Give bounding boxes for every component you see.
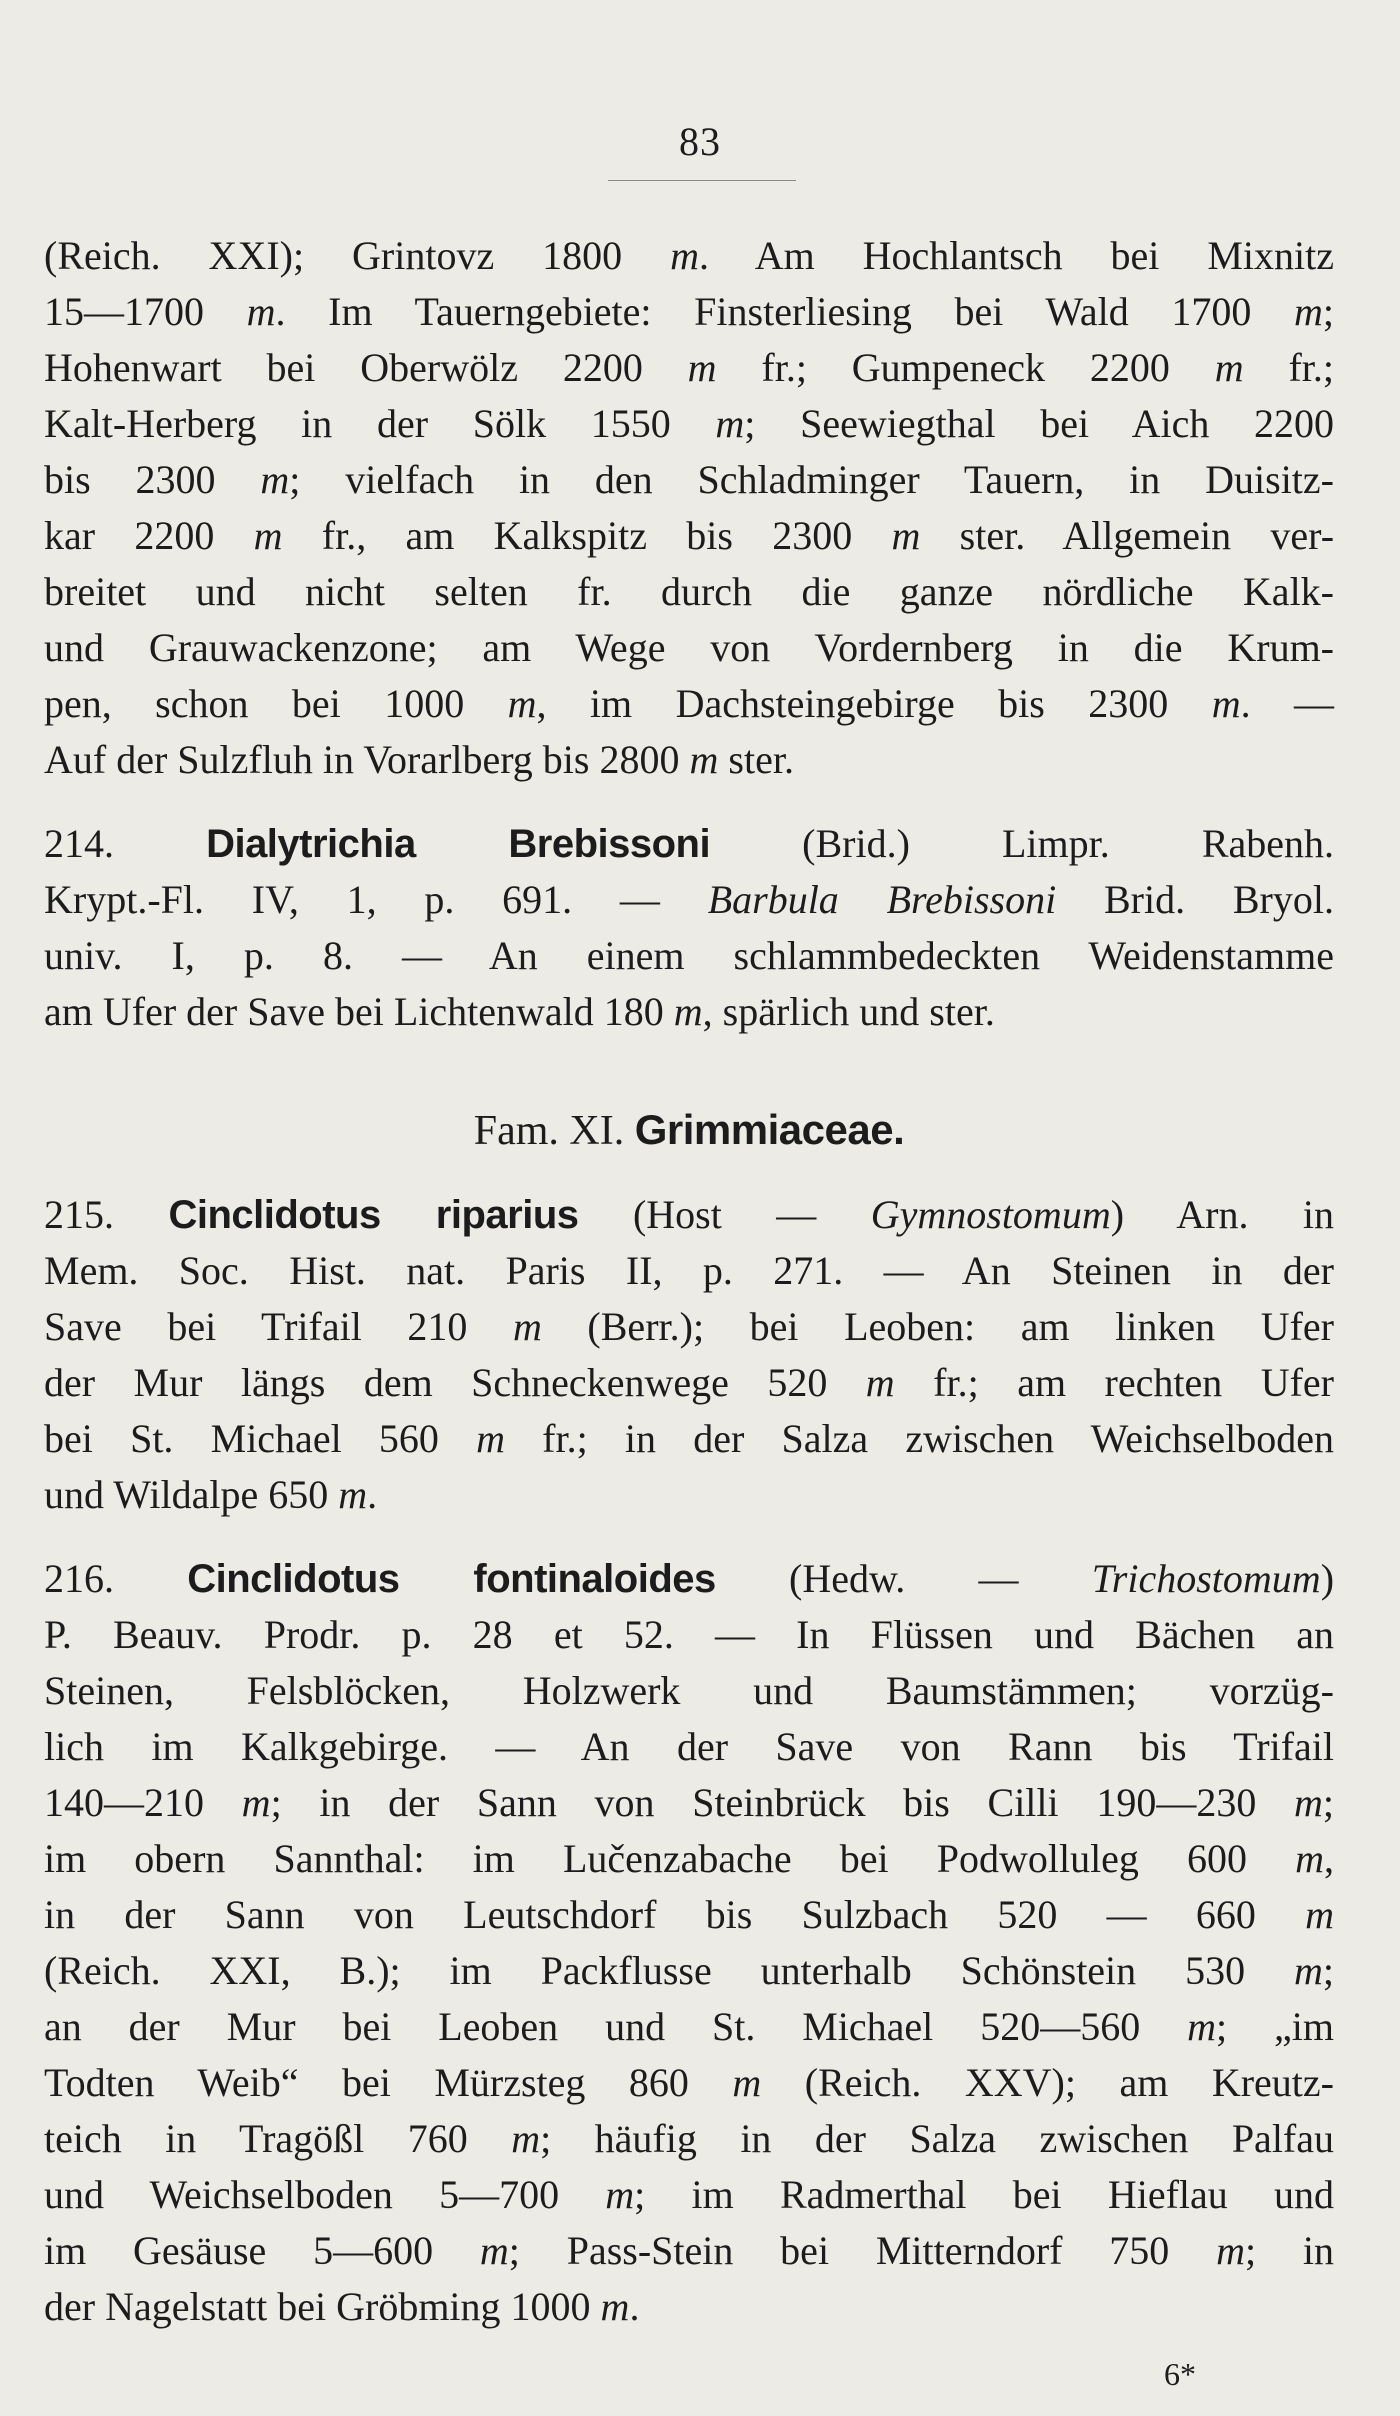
text-line: 214. Dialytrichia Brebissoni (Brid.) Limpr. Rabenh. bbox=[44, 821, 1335, 866]
italic-run: m bbox=[246, 289, 276, 334]
body-text bbox=[44, 228, 1334, 2335]
species-name: Cinclidotus fontinaloides bbox=[187, 1557, 716, 1601]
paragraph-continuation bbox=[44, 228, 1334, 788]
text-line: univ. I, p. 8. — An einem schlammbedeckten Weidenstamme bbox=[44, 933, 1334, 978]
text-line: Kalt-Herberg in der Sölk 1550 m; Seewiegthal bei Aich 2200 bbox=[44, 401, 1334, 446]
text-line: teich in Tragößl 760 m; häufig in der Salza zwischen Palfau bbox=[44, 2116, 1335, 2161]
italic-run: m bbox=[891, 513, 921, 558]
text-line: in der Sann von Leutschdorf bis Sulzbach 520 — 660 m bbox=[44, 1892, 1334, 1937]
text-line: pen, schon bei 1000 m, im Dachsteingebirge bis 2300 m. — bbox=[44, 681, 1334, 726]
italic-run: Gymnostomum bbox=[870, 1192, 1111, 1237]
text-line: der Nagelstatt bei Gröbming 1000 m. bbox=[44, 2284, 640, 2329]
text-line: kar 2200 m fr., am Kalkspitz bis 2300 m ster. Allgemein ver- bbox=[44, 513, 1335, 558]
signature-mark: 6* bbox=[1164, 2356, 1196, 2392]
text-line: bei St. Michael 560 m fr.; in der Salza zwischen Weichselboden bbox=[44, 1416, 1335, 1461]
text-line: 216. Cinclidotus fontinaloides (Hedw. — Trichostomum) bbox=[44, 1556, 1335, 1601]
family-name: Grimmiaceae. bbox=[634, 1106, 905, 1153]
family-heading bbox=[44, 1102, 1334, 1159]
italic-run: m bbox=[689, 737, 719, 782]
italic-run: m bbox=[1295, 1836, 1324, 1881]
italic-run: m bbox=[865, 1360, 895, 1405]
italic-run: m bbox=[241, 1780, 271, 1825]
entry-214 bbox=[44, 816, 1334, 1040]
text-line: 140—210 m; in der Sann von Steinbrück bis Cilli 190—230 m; bbox=[44, 1780, 1334, 1825]
text-line: im Gesäuse 5—600 m; Pass-Stein bei Mitterndorf 750 m; in bbox=[44, 2228, 1334, 2273]
italic-run: m bbox=[670, 233, 699, 278]
text-line: und Grauwackenzone; am Wege von Vordernberg in die Krum- bbox=[44, 625, 1334, 670]
italic-run: m bbox=[511, 2116, 541, 2161]
entry-216 bbox=[44, 1551, 1334, 2335]
italic-run: m bbox=[338, 1472, 368, 1517]
italic-run: m bbox=[1187, 2004, 1216, 2049]
family-prefix: Fam. XI. bbox=[473, 1108, 635, 1154]
italic-run: Trichostomum bbox=[1091, 1556, 1321, 1601]
italic-run: m bbox=[507, 681, 537, 726]
italic-run: m bbox=[687, 345, 717, 390]
text-line: Todten Weib“ bei Mürzsteg 860 m (Reich. XXV); am Kreutz- bbox=[44, 2060, 1334, 2105]
text-line: 15—1700 m. Im Tauerngebiete: Finsterliesing bei Wald 1700 m; bbox=[44, 289, 1334, 334]
text-line: am Ufer der Save bei Lichtenwald 180 m, spärlich und ster. bbox=[44, 989, 995, 1034]
italic-run: m bbox=[1216, 2228, 1245, 2273]
italic-run: m bbox=[1293, 1948, 1323, 1993]
italic-run: m bbox=[1214, 345, 1244, 390]
italic-run: m bbox=[1293, 289, 1323, 334]
text-line: der Mur längs dem Schneckenwege 520 m fr.; am rechten Ufer bbox=[44, 1360, 1334, 1405]
text-line: P. Beauv. Prodr. p. 28 et 52. — In Flüssen und Bächen an bbox=[44, 1612, 1334, 1657]
text-line: breitet und nicht selten fr. durch die ganze nördliche Kalk- bbox=[44, 569, 1334, 614]
text-line: 215. Cinclidotus riparius (Host — Gymnostomum) Arn. in bbox=[44, 1192, 1335, 1237]
page-number: 83 bbox=[679, 119, 721, 164]
text-line: Save bei Trifail 210 m (Berr.); bei Leoben: am linken Ufer bbox=[44, 1304, 1334, 1349]
text-line: Steinen, Felsblöcken, Holzwerk und Baumstämmen; vorzüg- bbox=[44, 1668, 1334, 1713]
italic-run: m bbox=[1305, 1892, 1334, 1937]
italic-run: m bbox=[260, 457, 290, 502]
italic-run: m bbox=[715, 401, 745, 446]
italic-run: m bbox=[732, 2060, 762, 2105]
text-line: lich im Kalkgebirge. — An der Save von Rann bis Trifail bbox=[44, 1724, 1334, 1769]
species-name: Dialytrichia Brebissoni bbox=[206, 822, 711, 866]
italic-run: m bbox=[476, 1416, 505, 1461]
text-line: Auf der Sulzfluh in Vorarlberg bis 2800 m ster. bbox=[44, 737, 794, 782]
text-line: (Reich. XXI); Grintovz 1800 m. Am Hochlantsch bei Mixnitz bbox=[44, 233, 1334, 278]
entry-215 bbox=[44, 1187, 1334, 1523]
text-line: Krypt.-Fl. IV, 1, p. 691. — Barbula Brebissoni Brid. Bryol. bbox=[44, 877, 1334, 922]
italic-run: m bbox=[605, 2172, 635, 2217]
italic-run: Barbula Brebissoni bbox=[707, 877, 1057, 922]
italic-run: m bbox=[479, 2228, 509, 2273]
text-line: Mem. Soc. Hist. nat. Paris II, p. 271. — An Steinen in der bbox=[44, 1248, 1334, 1293]
text-line: bis 2300 m; vielfach in den Schladminger Tauern, in Duisitz- bbox=[44, 457, 1334, 502]
italic-run: m bbox=[673, 989, 703, 1034]
italic-run: m bbox=[1211, 681, 1241, 726]
header-rule bbox=[608, 180, 796, 181]
italic-run: m bbox=[600, 2284, 630, 2329]
text-line: an der Mur bei Leoben und St. Michael 520—560 m; „im bbox=[44, 2004, 1335, 2049]
italic-run: m bbox=[253, 513, 283, 558]
text-line: Hohenwart bei Oberwölz 2200 m fr.; Gumpeneck 2200 m fr.; bbox=[44, 345, 1335, 390]
italic-run: m bbox=[512, 1304, 542, 1349]
text-line: und Wildalpe 650 m. bbox=[44, 1472, 378, 1517]
text-line: und Weichselboden 5—700 m; im Radmerthal bei Hieflau und bbox=[44, 2172, 1334, 2217]
italic-run: m bbox=[1293, 1780, 1323, 1825]
text-line: im obern Sannthal: im Lučenzabache bei Podwolluleg 600 m, bbox=[44, 1836, 1334, 1881]
text-line: (Reich. XXI, B.); im Packflusse unterhalb Schönstein 530 m; bbox=[44, 1948, 1334, 1993]
species-name: Cinclidotus riparius bbox=[168, 1193, 579, 1237]
